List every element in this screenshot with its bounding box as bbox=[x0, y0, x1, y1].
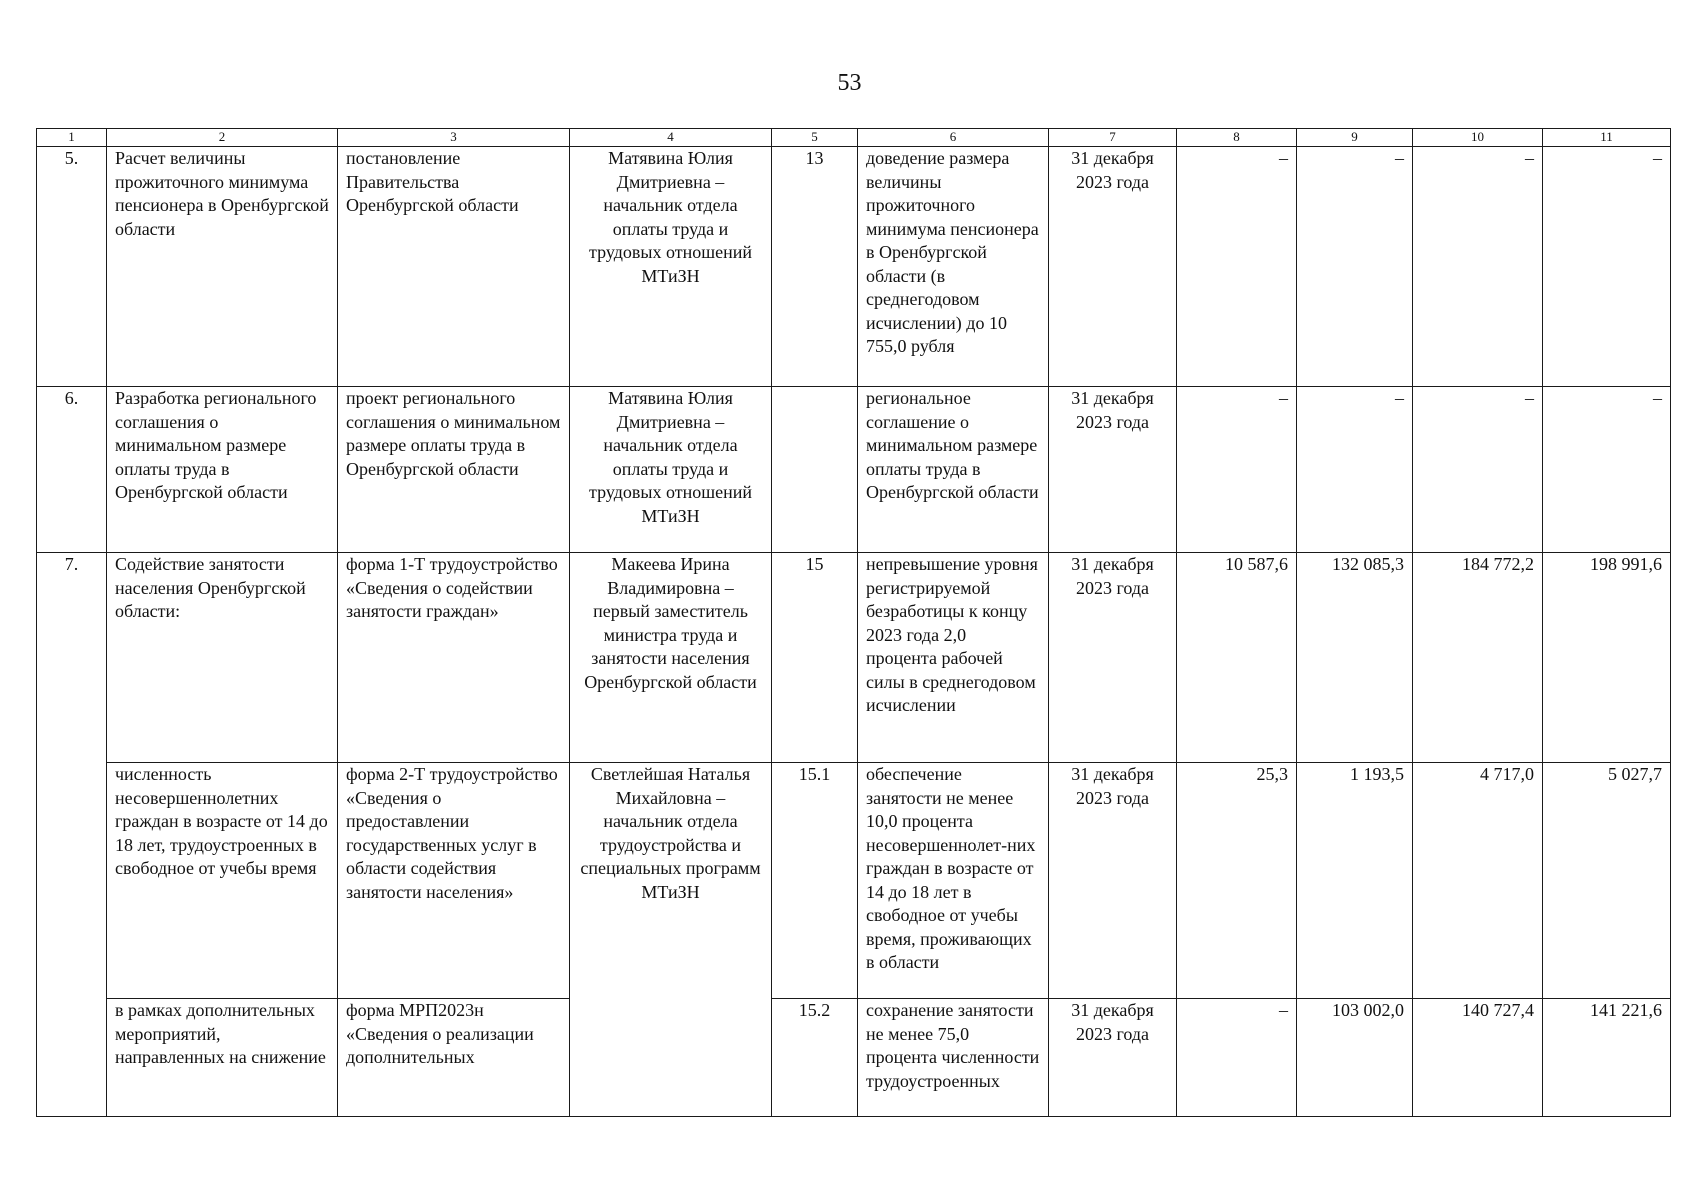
deadline-cell: 31 декабря 2023 года bbox=[1049, 553, 1177, 763]
value-cell-8: 10 587,6 bbox=[1177, 553, 1297, 763]
value-cell-11: 141 221,6 bbox=[1543, 999, 1671, 1117]
column-number: 9 bbox=[1297, 129, 1413, 147]
indicator-cell: 15.1 bbox=[772, 763, 858, 999]
responsible-cell: Матявина Юлия Дмитриевна – начальник отдела оплаты труда и трудовых отношений МТиЗН bbox=[570, 147, 772, 387]
value-cell-10: – bbox=[1413, 387, 1543, 553]
column-number: 11 bbox=[1543, 129, 1671, 147]
result-cell: региональное соглашение о минимальном размере оплаты труда в Оренбургской области bbox=[858, 387, 1049, 553]
column-number: 7 bbox=[1049, 129, 1177, 147]
result-cell: сохранение занятости не менее 75,0 процента численности трудоустроенных bbox=[858, 999, 1049, 1117]
page-number: 53 bbox=[837, 70, 862, 96]
result-cell: доведение размера величины прожиточного минимума пенсионера в Оренбургской области (в среднегодовом исчислении) до 10 755,0 рубля bbox=[858, 147, 1049, 387]
document-cell: форма 1-Т трудоустройство «Сведения о содействии занятости граждан» bbox=[338, 553, 570, 763]
row-number: 6. bbox=[37, 387, 107, 553]
value-cell-10: – bbox=[1413, 147, 1543, 387]
value-cell-8: 25,3 bbox=[1177, 763, 1297, 999]
column-number: 8 bbox=[1177, 129, 1297, 147]
responsible-cell: Матявина Юлия Дмитриевна – начальник отдела оплаты труда и трудовых отношений МТиЗН bbox=[570, 387, 772, 553]
activity-cell: Разработка регионального соглашения о минимальном размере оплаты труда в Оренбургской области bbox=[107, 387, 338, 553]
value-cell-9: 1 193,5 bbox=[1297, 763, 1413, 999]
activity-cell: Расчет величины прожиточного минимума пенсионера в Оренбургской области bbox=[107, 147, 338, 387]
value-cell-9: 132 085,3 bbox=[1297, 553, 1413, 763]
value-cell-11: – bbox=[1543, 387, 1671, 553]
result-cell: обеспечение занятости не менее 10,0 процента несовершеннолет-них граждан в возрасте от 14 до 18 лет в свободное от учебы время, проживающих в области bbox=[858, 763, 1049, 999]
document-cell: проект регионального соглашения о минимальном размере оплаты труда в Оренбургской области bbox=[338, 387, 570, 553]
deadline-cell: 31 декабря 2023 года bbox=[1049, 147, 1177, 387]
column-number: 5 bbox=[772, 129, 858, 147]
table-row bbox=[37, 147, 1671, 387]
activity-cell: Содействие занятости населения Оренбургской области: bbox=[107, 553, 338, 763]
value-cell-10: 184 772,2 bbox=[1413, 553, 1543, 763]
activity-cell: численность несовершеннолетних граждан в возрасте от 14 до 18 лет, трудоустроенных в свободное от учебы время bbox=[107, 763, 338, 999]
value-cell-11: 198 991,6 bbox=[1543, 553, 1671, 763]
column-number: 1 bbox=[37, 129, 107, 147]
value-cell-10: 4 717,0 bbox=[1413, 763, 1543, 999]
deadline-cell: 31 декабря 2023 года bbox=[1049, 387, 1177, 553]
column-number: 4 bbox=[570, 129, 772, 147]
document-cell: постановление Правительства Оренбургской области bbox=[338, 147, 570, 387]
value-cell-9: – bbox=[1297, 147, 1413, 387]
indicator-cell: 15 bbox=[772, 553, 858, 763]
table-row bbox=[37, 553, 1671, 763]
responsible-cell: Макеева Ирина Владимировна – первый заместитель министра труда и занятости населения Оренбургской области bbox=[570, 553, 772, 763]
indicator-cell bbox=[772, 387, 858, 553]
value-cell-8: – bbox=[1177, 999, 1297, 1117]
column-number: 2 bbox=[107, 129, 338, 147]
value-cell-8: – bbox=[1177, 387, 1297, 553]
value-cell-8: – bbox=[1177, 147, 1297, 387]
activity-cell: в рамках дополнительных мероприятий, направленных на снижение bbox=[107, 999, 338, 1117]
column-number: 10 bbox=[1413, 129, 1543, 147]
value-cell-9: 103 002,0 bbox=[1297, 999, 1413, 1117]
column-number: 6 bbox=[858, 129, 1049, 147]
value-cell-11: – bbox=[1543, 147, 1671, 387]
document-cell: форма МРП2023н «Сведения о реализации дополнительных bbox=[338, 999, 570, 1117]
result-cell: непревышение уровня регистрируемой безработицы к концу 2023 года 2,0 процента рабочей силы в среднегодовом исчислении bbox=[858, 553, 1049, 763]
measures-table bbox=[36, 128, 1671, 1117]
value-cell-11: 5 027,7 bbox=[1543, 763, 1671, 999]
table-row bbox=[37, 387, 1671, 553]
deadline-cell: 31 декабря 2023 года bbox=[1049, 999, 1177, 1117]
table-row bbox=[37, 999, 1671, 1117]
table-row bbox=[37, 763, 1671, 999]
value-cell-9: – bbox=[1297, 387, 1413, 553]
deadline-cell: 31 декабря 2023 года bbox=[1049, 763, 1177, 999]
responsible-cell: Светлейшая Наталья Михайловна – начальник отдела трудоустройства и специальных программ МТиЗН bbox=[570, 763, 772, 1117]
row-number: 7. bbox=[37, 553, 107, 1117]
document-cell: форма 2-Т трудоустройство «Сведения о предоставлении государственных услуг в области содействия занятости населения» bbox=[338, 763, 570, 999]
indicator-cell: 15.2 bbox=[772, 999, 858, 1117]
indicator-cell: 13 bbox=[772, 147, 858, 387]
column-number: 3 bbox=[338, 129, 570, 147]
row-number: 5. bbox=[37, 147, 107, 387]
value-cell-10: 140 727,4 bbox=[1413, 999, 1543, 1117]
column-numbers-row bbox=[37, 129, 1671, 147]
